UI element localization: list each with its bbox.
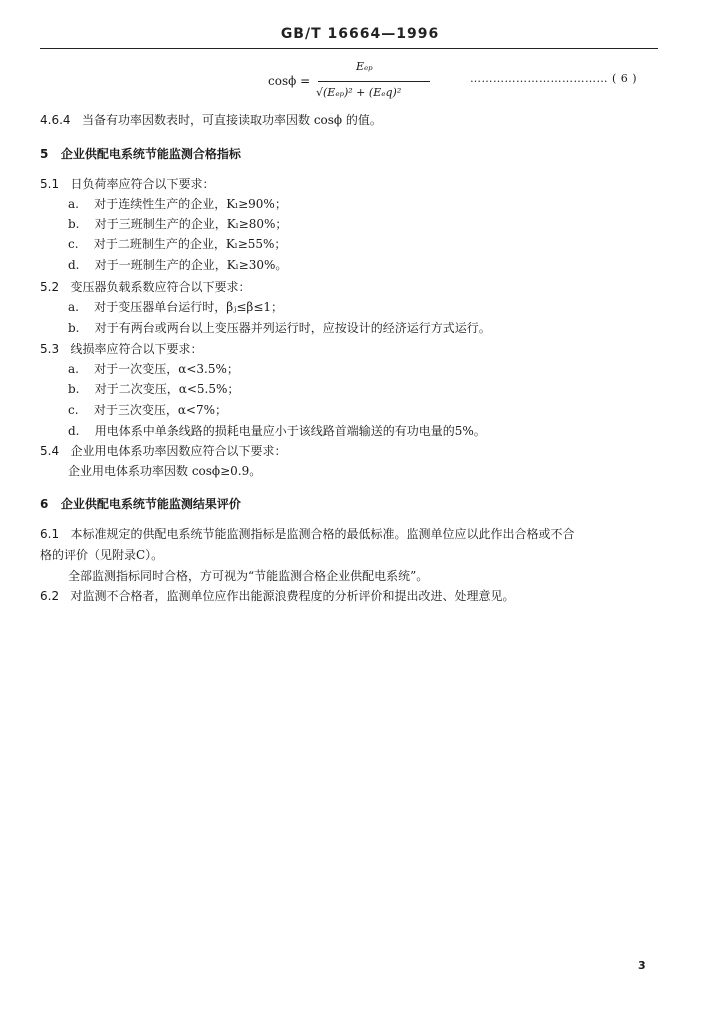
item-text: 对于三次变压，α<7%； (93, 403, 228, 417)
clause-number: 6.2 (40, 589, 60, 603)
clause-5-4-body: 企业用电体系功率因数 cosϕ≥0.9。 (68, 464, 262, 478)
list-item (68, 196, 287, 212)
list-item (68, 402, 227, 418)
clause-6-2 (40, 588, 515, 604)
formula-numerator: Eₑₚ (356, 60, 373, 73)
item-label: b. (68, 382, 80, 396)
clause-number: 5.2 (40, 280, 60, 294)
item-label: b. (68, 217, 80, 231)
clause-text: 线损率应符合以下要求： (70, 342, 203, 356)
list-item (68, 216, 287, 232)
clause-text: 变压器负载系数应符合以下要求： (70, 280, 251, 294)
formula-lhs: cosϕ = (268, 74, 311, 88)
item-label: b. (68, 321, 80, 335)
clause-text: 本标准规定的供配电系统节能监测指标是监测合格的最低标准。监测单位应以此作出合格或不合 (70, 527, 575, 541)
list-item (68, 381, 239, 397)
header-standard-code: GB/T 16664—1996 (280, 26, 440, 42)
clause-5-2 (40, 279, 251, 295)
section-number: 6 (40, 497, 49, 511)
clause-6-1-line2: 格的评价（见附录C）。 (40, 548, 164, 562)
section-6-heading (40, 496, 241, 512)
section-title: 企业供配电系统节能监测结果评价 (60, 497, 241, 511)
list-item (68, 423, 486, 439)
item-text: 对于有两台或两台以上变压器并列运行时，应按设计的经济运行方式运行。 (94, 321, 491, 335)
item-text: 对于连续性生产的企业，Kₗ≥90%； (94, 197, 287, 211)
item-text: 对于一次变压，α<3.5%； (94, 362, 239, 376)
clause-5-4 (40, 443, 287, 459)
section-title: 企业供配电系统节能监测合格指标 (60, 147, 241, 161)
page-number: 3 (638, 959, 646, 972)
item-text: 对于三班制生产的企业，Kₗ≥80%； (94, 217, 288, 231)
item-text: 对于变压器单台运行时，βⱼ≤β≤1； (94, 300, 284, 314)
clause-6-1-line3: 全部监测指标同时合格，方可视为“节能监测合格企业供配电系统”。 (68, 569, 429, 583)
clause-text: 对监测不合格者，监测单位应作出能源浪费程度的分析评价和提出改进、处理意见。 (70, 589, 515, 603)
clause-number: 5.3 (40, 342, 60, 356)
formula-6 (268, 60, 443, 110)
section-5-heading (40, 146, 241, 162)
list-item (68, 361, 239, 377)
formula-denominator: √(Eₑₚ)² + (Eₑq)² (316, 86, 402, 99)
clause-text: 企业用电体系功率因数应符合以下要求： (70, 444, 287, 458)
clause-text: 日负荷率应符合以下要求： (70, 177, 215, 191)
item-label: c. (68, 237, 79, 251)
clause-6-1 (40, 526, 575, 542)
list-item (68, 299, 283, 315)
item-text: 对于二次变压，α<5.5%； (94, 382, 240, 396)
section-number: 5 (40, 147, 49, 161)
clause-number: 4.6.4 (40, 113, 71, 127)
item-label: a. (68, 197, 79, 211)
list-item (68, 320, 491, 336)
list-item (68, 257, 287, 273)
clause-4-6-4 (40, 112, 382, 128)
item-text: 用电体系中单条线路的损耗电量应小于该线路首端输送的有功电量的5%。 (94, 424, 486, 438)
item-label: d. (68, 424, 80, 438)
clause-text: 当备有功率因数表时，可直接读取功率因数 cosϕ 的值。 (82, 113, 382, 127)
item-label: a. (68, 362, 79, 376)
clause-number: 6.1 (40, 527, 60, 541)
item-label: a. (68, 300, 79, 314)
equation-number: ……………………………… ( 6 ) (470, 72, 638, 85)
clause-number: 5.1 (40, 177, 60, 191)
clause-number: 5.4 (40, 444, 60, 458)
item-label: c. (68, 403, 79, 417)
clause-5-3 (40, 341, 203, 357)
header-rule (40, 48, 658, 49)
item-text: 对于一班制生产的企业，Kₗ≥30%。 (94, 258, 288, 272)
formula-fraction-bar (318, 81, 430, 82)
list-item (68, 236, 286, 252)
item-text: 对于二班制生产的企业，Kₗ≥55%； (93, 237, 287, 251)
item-label: d. (68, 258, 80, 272)
clause-5-1 (40, 176, 215, 192)
